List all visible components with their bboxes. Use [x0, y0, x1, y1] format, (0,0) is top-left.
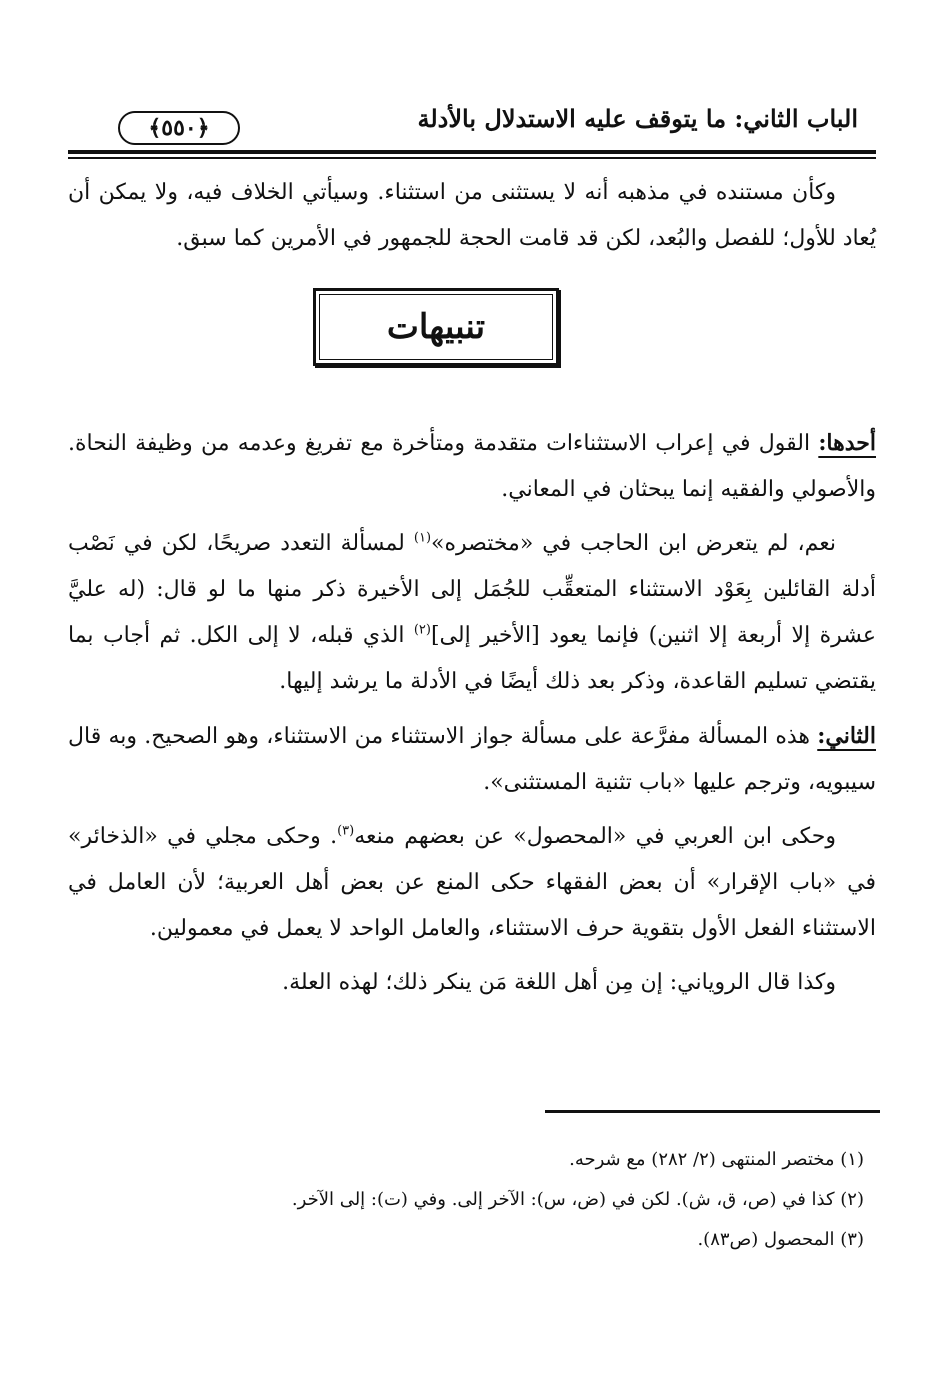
paragraph-3 [68, 521, 876, 705]
footnote-3: (٣) المحصول (ص٨٣). [697, 1229, 864, 1250]
section-title: تنبيهات [386, 307, 486, 347]
footnote-1: (١) مختصر المنتهى (٢/ ٢٨٢) مع شرحه. [569, 1149, 864, 1170]
footnote-separator [545, 1110, 880, 1113]
p3-part-c: الذي قبله، لا إلى الكل. ثم أجاب بما يقتضي تسليم القاعدة، وذكر بعد ذلك أيضًا في الأدلة ما يرشد إليها. [68, 623, 876, 694]
second-note-lead: الثاني: [817, 723, 876, 749]
footnote-ref-1[interactable]: (١) [413, 530, 432, 546]
main-text [68, 170, 876, 1014]
second-note-text: هذه المسألة مفرَّعة على مسألة جواز الاستثناء من الاستثناء، وهو الصحيح. وبه قال سيبويه، وترجم عليها «باب تثنية المستثنى». [68, 724, 876, 795]
footnote-2: (٢) كذا في (ص، ق، ش). لكن في (ض، س): الآخر إلى. وفي (ت): إلى الآخر. [291, 1189, 864, 1210]
paragraph-5 [68, 814, 876, 952]
footnotes [68, 1142, 876, 1262]
header-rule-thick [68, 150, 876, 154]
page-number: ﴿٥٥٠﴾ [118, 111, 240, 145]
first-note-text: القول في إعراب الاستثناءات متقدمة ومتأخرة مع تفريغ وعدمه من وظيفة النحاة. والأصولي والفقيه إنما يبحثان في المعاني. [68, 431, 876, 502]
p5-part-b: . وحكى مجلي في «الذخائر» في «باب الإقرار» أن بعض الفقهاء حكى المنع عن بعض أهل العربية؛ لأن العامل في الاستثناء الفعل الأول بتقوية حرف الاستثناء، والعامل الواحد لا يعمل في معمولين. [68, 824, 876, 941]
p3-part-b: لمسألة التعدد صريحًا، لكن في نَصْب أدلة القائلين بِعَوْد الاستثناء المتعقِّب للجُمَل إلى الأخيرة ذكر منها ما لو قال: (له عليَّ عشرة إلا أربعة إلا اثنين) فإنما يعود [الأخير إلى] [68, 531, 876, 648]
paragraph-second-note [68, 713, 876, 806]
section-title-area [68, 270, 876, 420]
p5-part-a: وحكى ابن العربي في «المحصول» عن بعضهم منعه [354, 824, 836, 849]
footnote-ref-2[interactable]: (٢) [413, 622, 431, 638]
page-header [68, 96, 876, 144]
p3-part-a: نعم، لم يتعرض ابن الحاجب في «مختصره» [431, 531, 836, 556]
paragraph-1: وكأن مستنده في مذهبه أنه لا يستثنى من استثناء. وسيأتي الخلاف فيه، ولا يمكن أن يُعاد للأول؛ للفصل والبُعد، لكن قد قامت الحجة للجمهور في الأمرين كما سبق. [68, 180, 876, 251]
paragraph-first-note [68, 420, 876, 513]
header-rule-thin [68, 157, 876, 159]
first-note-lead: أحدها: [818, 430, 876, 456]
section-title-box [313, 288, 559, 366]
footnote-ref-3[interactable]: (٣) [337, 823, 355, 839]
running-title: الباب الثاني: ما يتوقف عليه الاستدلال بالأدلة [417, 104, 858, 133]
paragraph-6: وكذا قال الروياني: إن مِن أهل اللغة مَن ينكر ذلك؛ لهذه العلة. [282, 970, 836, 995]
